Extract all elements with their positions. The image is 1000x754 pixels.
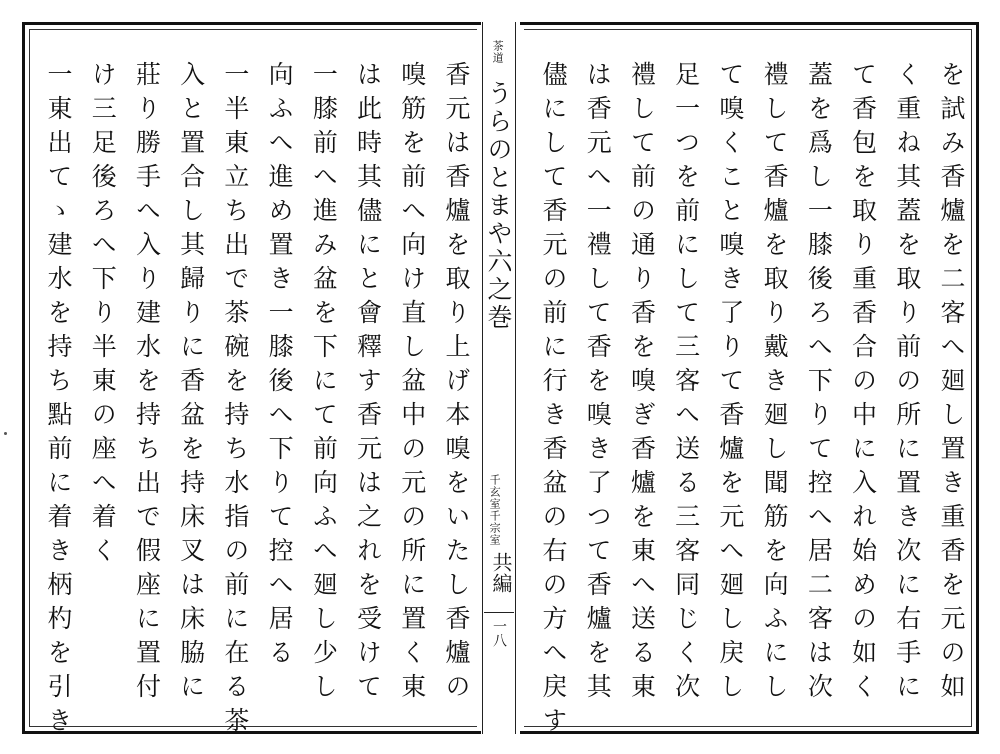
series-label: 茶道 [491, 40, 505, 64]
text-column: 一半東立ち出で茶碗を持ち水指の前に在る茶 [220, 61, 250, 741]
text-column: け三足後ろへ下り半東の座へ着く [88, 61, 118, 571]
text-column: は香元へ一禮して香を嗅き了つて香爐を其 [583, 61, 613, 707]
text-column: 禮して香爐を取り戴き廻し聞筋を向ふにし [760, 61, 790, 707]
edited-label: 共編 [489, 552, 513, 594]
editors: 千玄室千宗室 [488, 474, 502, 546]
text-column: 莊り勝手へ入り建水を持ち出で假座に置付 [132, 61, 162, 707]
right-page [520, 22, 979, 741]
text-column: 蓋を爲し一膝後ろへ下りて控へ居二客は次 [804, 61, 834, 707]
text-column: て香包を取り重香合の中に入れ始めの如く [848, 61, 878, 707]
text-column: 足一つを前にして三客へ送る三客同じく次 [671, 61, 701, 707]
left-page-columns [37, 61, 471, 741]
text-column: 入と置合し其歸りに香盆を持床叉は床脇に [176, 61, 206, 707]
text-column: 一膝前へ進み盆を下にて前向ふへ廻し少し [309, 61, 339, 707]
text-column: 嗅筋を前へ向け直し盆中の元の所に置く東 [397, 61, 427, 707]
book-title: うらのとまや六之巻 [484, 80, 513, 332]
page-number: 一八 [491, 619, 507, 647]
divider [484, 612, 514, 613]
text-column: て嗅くこと嗅き了りて香爐を元へ廻し戻し [715, 61, 745, 707]
center-gutter [478, 22, 520, 734]
right-page-columns [532, 61, 966, 741]
text-column: 儘にして香元の前に行き香盆の右の方へ戻す [539, 61, 568, 741]
text-column: く重ね其蓋を取り前の所に置き次に右手に [892, 61, 922, 707]
scan-speck [4, 432, 7, 435]
text-column: 禮して前の通り香を嗅ぎ香爐を東へ送る東 [627, 61, 657, 707]
text-column: を試み香爐を二客へ廻し置き重香を元の如 [936, 61, 966, 707]
text-column: 一東出てゝ建水を持ち點前に着き柄杓を引き [44, 61, 73, 741]
text-column: 向ふへ進め置き一膝後へ下りて控へ居る [265, 61, 295, 673]
left-page [22, 22, 481, 741]
text-column: は此時其儘にと會釋す香元は之れを受けて [353, 61, 383, 707]
text-column: 香元は香爐を取り上げ本嗅をいたし香爐の [441, 61, 471, 707]
